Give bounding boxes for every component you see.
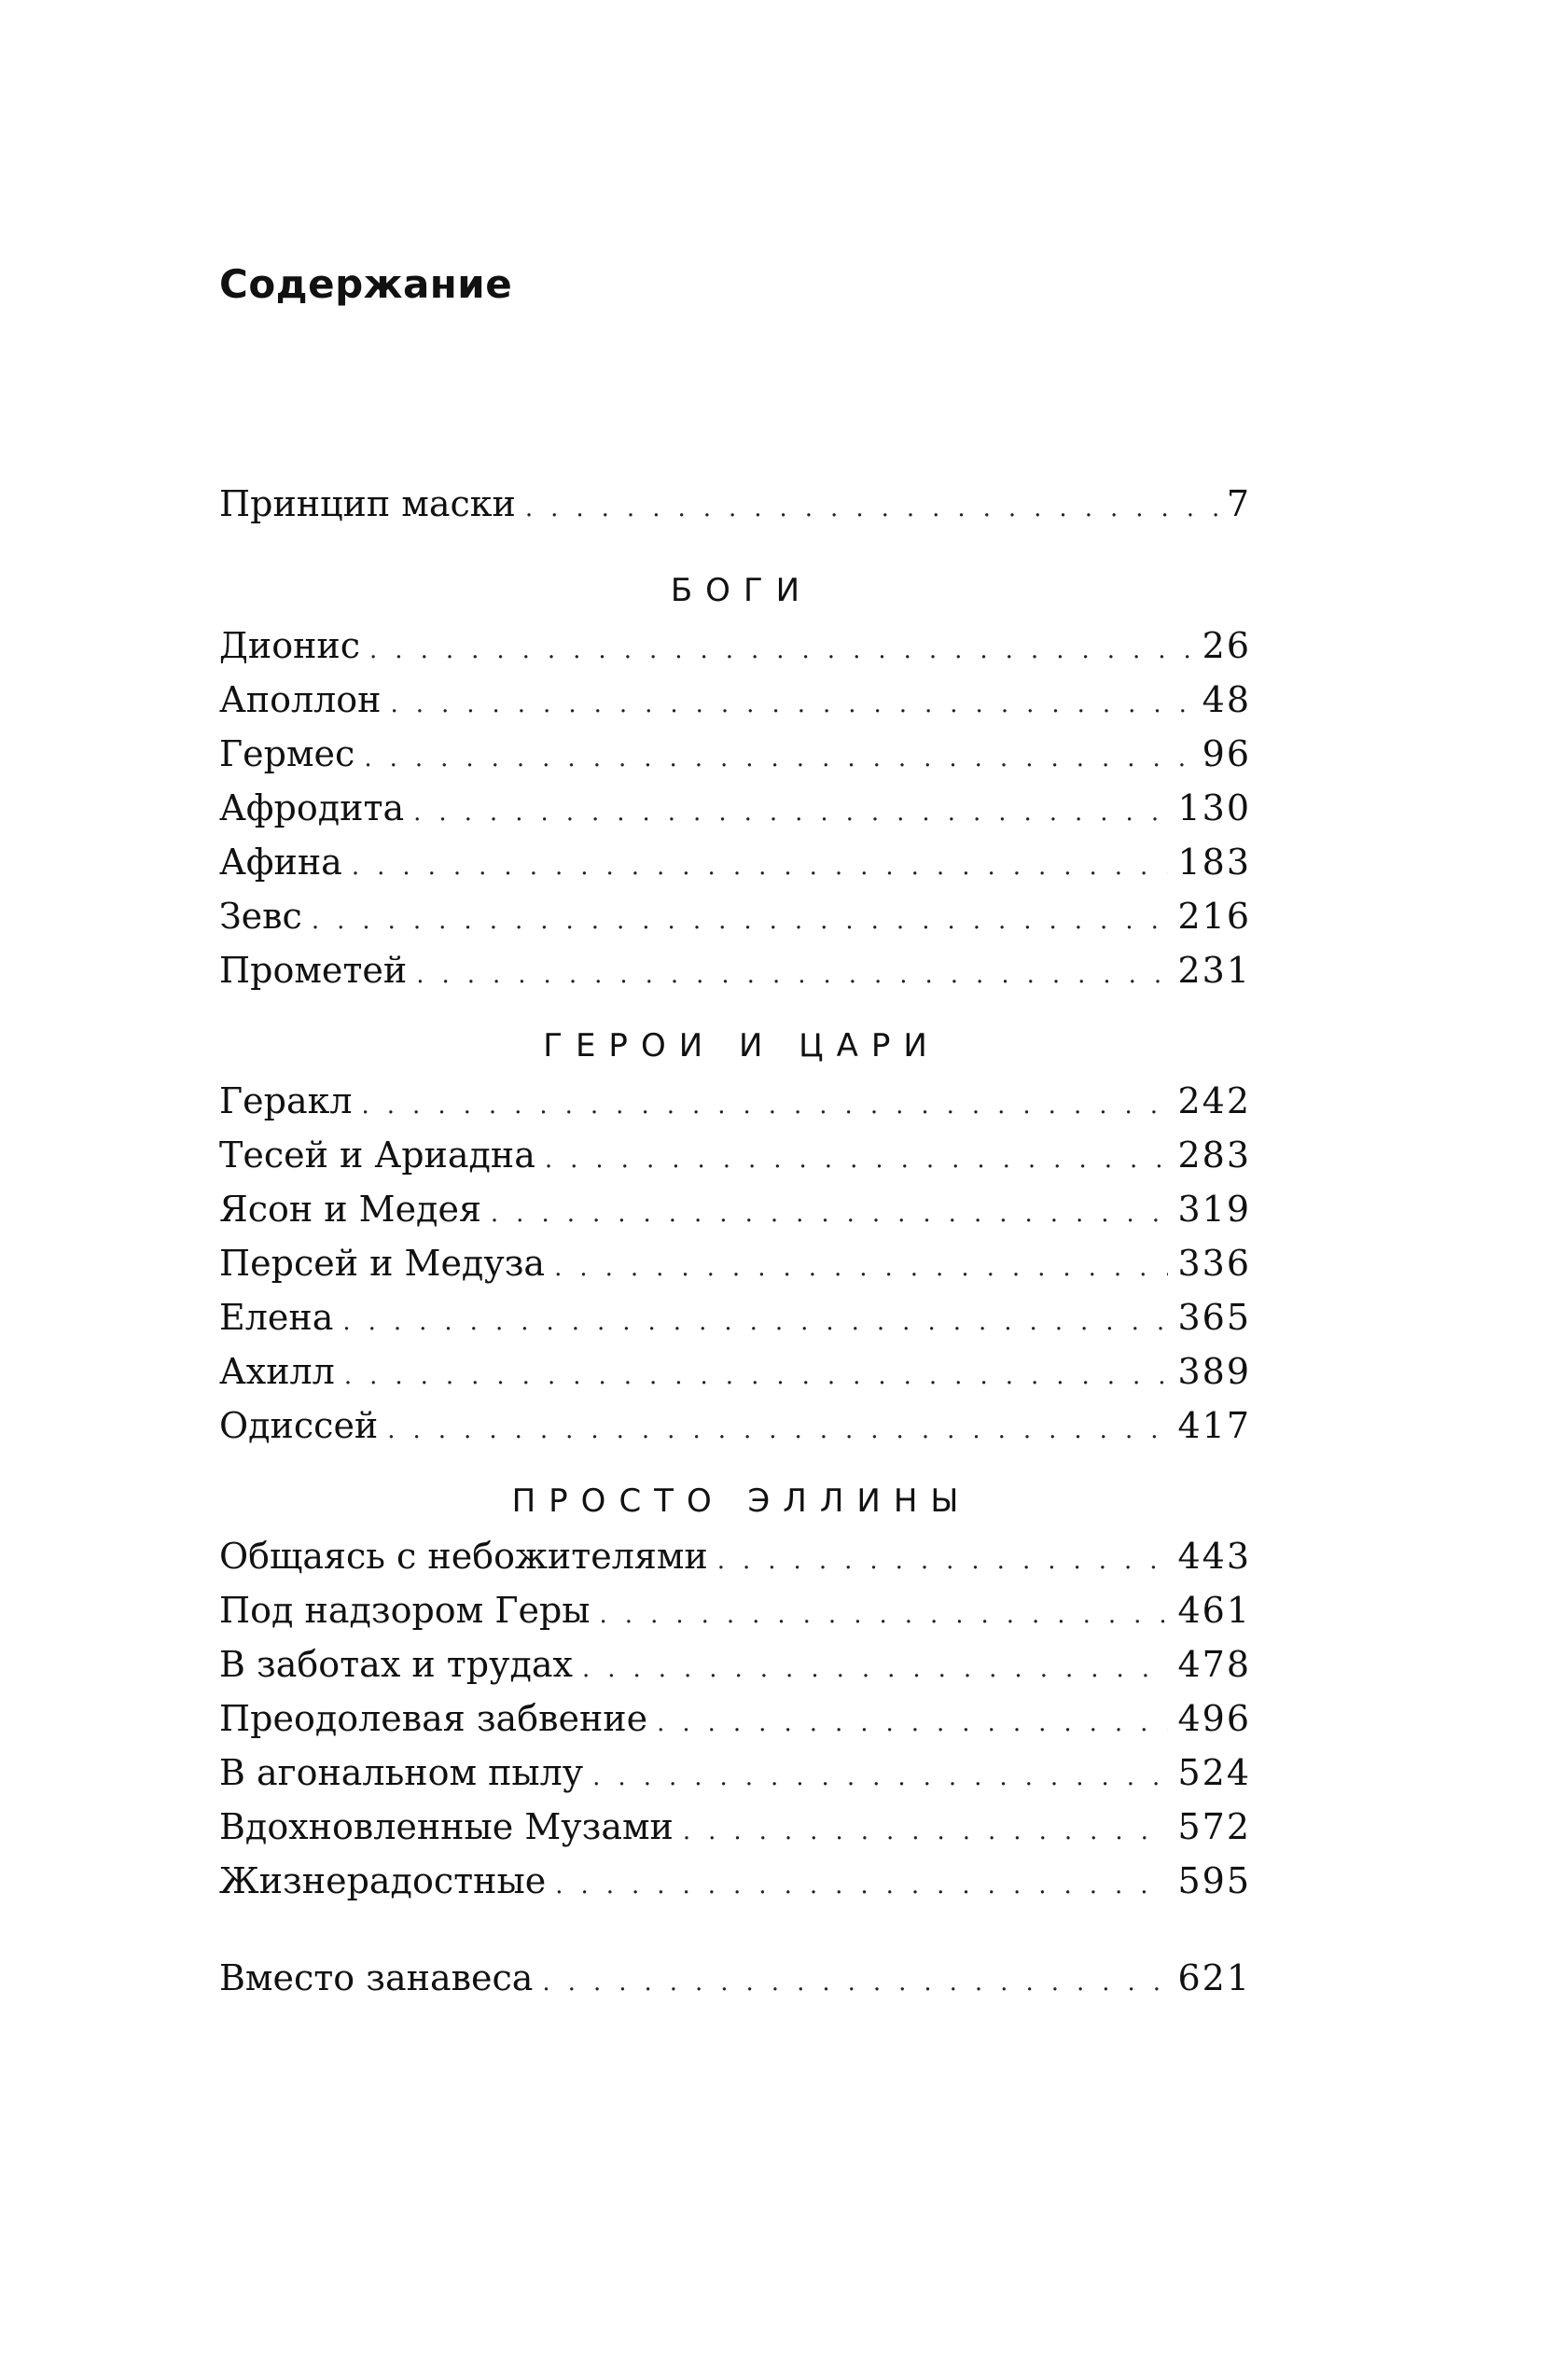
toc-entry-label: Афина <box>219 842 342 883</box>
toc-entry-label: Дионис <box>219 625 361 666</box>
toc-entry-page-number: 26 <box>1202 625 1251 666</box>
dot-leader <box>312 909 1169 933</box>
toc-entry[interactable] <box>219 625 1251 679</box>
spacer <box>219 537 1251 562</box>
dot-leader <box>525 496 1217 521</box>
toc-entry-label: Прометей <box>219 950 408 991</box>
toc-entry-label: Зевс <box>219 896 302 937</box>
toc-entry-page-number: 48 <box>1202 679 1251 720</box>
toc-entry-label: Ахилл <box>219 1351 335 1392</box>
toc-entry-label: Тесей и Ариадна <box>219 1134 535 1176</box>
toc-entry-label: Елена <box>219 1297 334 1338</box>
section-heading-gods: БОГИ <box>670 572 813 609</box>
dot-leader <box>545 1148 1169 1172</box>
dot-leader <box>657 1711 1168 1735</box>
dot-leader <box>717 1549 1169 1573</box>
dot-leader <box>542 1970 1168 1995</box>
page-title: Содержание <box>219 261 513 307</box>
toc-entry-page-number: 389 <box>1177 1351 1251 1392</box>
toc-entry-label: Принцип маски <box>219 483 516 524</box>
toc-entry-label: Преодолевая забвение <box>219 1698 648 1739</box>
toc-entry[interactable] <box>219 787 1251 842</box>
dot-leader <box>362 1093 1169 1118</box>
dot-leader <box>592 1765 1168 1789</box>
toc-entry-page-number: 496 <box>1177 1698 1251 1739</box>
toc-entry-page-number: 216 <box>1177 896 1251 937</box>
section-heading-just-hellenes: ПРОСТО ЭЛЛИНЫ <box>511 1482 972 1520</box>
toc-entry[interactable] <box>219 733 1251 787</box>
toc-entry[interactable] <box>219 950 1251 1004</box>
toc-entry[interactable] <box>219 1297 1251 1351</box>
toc-entry-page-number: 130 <box>1177 787 1251 828</box>
toc-entry[interactable] <box>219 1590 1251 1644</box>
dot-leader <box>683 1819 1169 1844</box>
toc-entry[interactable] <box>219 1698 1251 1752</box>
toc-entry-page-number: 461 <box>1177 1590 1251 1631</box>
toc-entry-page-number: 242 <box>1177 1080 1251 1121</box>
toc-entry-label: Общаясь с небожителями <box>219 1536 708 1577</box>
dot-leader <box>364 746 1192 771</box>
section-heading-heroes-and-kings: ГЕРОИ И ЦАРИ <box>543 1027 940 1065</box>
dot-leader <box>582 1657 1169 1681</box>
dot-leader <box>352 855 1169 879</box>
toc-entry-page-number: 283 <box>1177 1134 1251 1176</box>
toc-entry-page-number: 595 <box>1177 1860 1251 1901</box>
dot-leader <box>555 1873 1168 1898</box>
toc-entry[interactable] <box>219 842 1251 896</box>
toc-entry-page-number: 443 <box>1177 1536 1251 1577</box>
dot-leader <box>491 1202 1169 1226</box>
toc-entry-page-number: 365 <box>1177 1297 1251 1338</box>
toc-entry-page-number: 7 <box>1226 483 1251 524</box>
toc-entry-outro[interactable] <box>219 1957 1251 2011</box>
spacer <box>219 1004 1251 1017</box>
toc-entry-label: Под надзором Геры <box>219 1590 591 1631</box>
toc-entry[interactable] <box>219 1806 1251 1860</box>
toc-entry-page-number: 524 <box>1177 1752 1251 1793</box>
toc-entry[interactable] <box>219 896 1251 950</box>
dot-leader <box>387 1418 1168 1442</box>
toc-entry[interactable] <box>219 1860 1251 1914</box>
dot-leader <box>416 963 1168 987</box>
toc-entry-label: Персей и Медуза <box>219 1243 546 1284</box>
dot-leader <box>342 1310 1168 1334</box>
toc-entry-page-number: 183 <box>1177 842 1251 883</box>
toc-entry-label: Вдохновленные Музами <box>219 1806 674 1847</box>
dot-leader <box>390 692 1192 717</box>
toc-entry-label: В агональном пылу <box>219 1752 584 1793</box>
toc-entry-page-number: 417 <box>1177 1405 1251 1446</box>
toc-entry-label: Жизнерадостные <box>219 1860 547 1901</box>
toc-entry-label: Гермес <box>219 733 355 774</box>
toc-entry[interactable] <box>219 1351 1251 1405</box>
toc-entry[interactable] <box>219 1243 1251 1297</box>
toc-entry-label: Аполлон <box>219 679 382 720</box>
toc-entry-page-number: 96 <box>1202 733 1251 774</box>
dot-leader <box>344 1364 1169 1388</box>
toc-entry-page-number: 336 <box>1177 1243 1251 1284</box>
toc-entry[interactable] <box>219 1134 1251 1189</box>
toc-entry[interactable] <box>219 1536 1251 1590</box>
toc-entry[interactable] <box>219 679 1251 733</box>
toc-entry-page-number: 478 <box>1177 1644 1251 1685</box>
dot-leader <box>369 638 1193 662</box>
toc-entry-label: Геракл <box>219 1080 353 1121</box>
toc-entry-page-number: 231 <box>1177 950 1251 991</box>
toc-entry[interactable] <box>219 1752 1251 1806</box>
dot-leader <box>554 1256 1168 1280</box>
toc-entry-label: Одиссей <box>219 1405 379 1446</box>
table-of-contents <box>219 483 1251 2011</box>
dot-leader <box>600 1603 1169 1627</box>
toc-entry-label: Вместо занавеса <box>219 1957 534 1998</box>
toc-entry[interactable] <box>219 1189 1251 1243</box>
toc-entry-intro[interactable] <box>219 483 1251 537</box>
toc-entry-label: В заботах и трудах <box>219 1644 573 1685</box>
toc-entry-label: Афродита <box>219 787 405 828</box>
toc-entry-label: Ясон и Медея <box>219 1189 481 1230</box>
toc-entry[interactable] <box>219 1644 1251 1698</box>
spacer <box>219 1459 1251 1472</box>
toc-entry-page-number: 621 <box>1177 1957 1251 1998</box>
toc-entry[interactable] <box>219 1080 1251 1134</box>
dot-leader <box>413 800 1168 825</box>
toc-entry-page-number: 572 <box>1177 1806 1251 1847</box>
toc-entry[interactable] <box>219 1405 1251 1459</box>
toc-entry-page-number: 319 <box>1177 1189 1251 1230</box>
spacer <box>219 1914 1251 1957</box>
